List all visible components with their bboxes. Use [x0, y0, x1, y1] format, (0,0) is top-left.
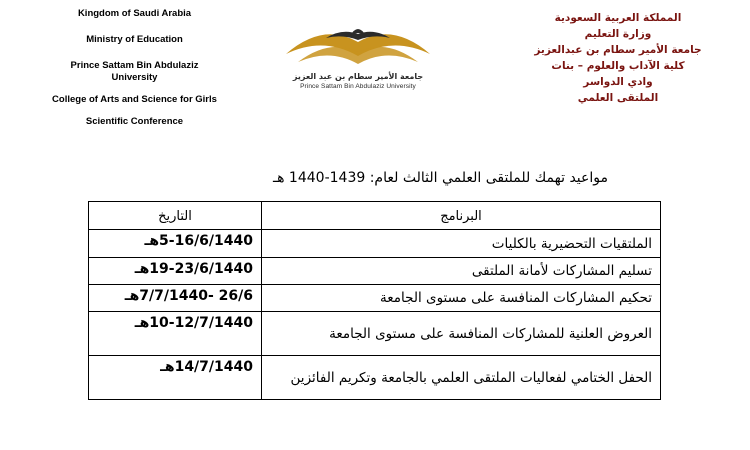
header-right-location: وادي الدواسر	[583, 76, 653, 88]
header-left-university-line1: Prince Sattam Bin Abdulaziz	[70, 60, 199, 71]
date-cell: 26/6 -7/7/1440هـ	[89, 285, 262, 312]
header-left-college: College of Arts and Science for Girls	[52, 94, 217, 105]
date-cell: 10-12/7/1440هـ	[89, 312, 262, 356]
header-left-kingdom: Kingdom of Saudi Arabia	[77, 8, 192, 19]
date-cell: 14/7/1440هـ	[89, 356, 262, 400]
schedule-title: مواعيد تهمك للملتقى العلمي الثالث لعام: 1439-1440 هـ	[272, 170, 608, 186]
program-cell: تسليم المشاركات لأمانة الملتقى	[262, 258, 661, 285]
logo-arabic-name: جامعة الأمير سطام بن عبد العزيز	[292, 72, 424, 81]
header-right	[518, 10, 718, 106]
column-header-program: البرنامج	[262, 202, 661, 230]
program-cell: الملتقيات التحضيرية بالكليات	[262, 230, 661, 258]
column-header-date: التاريخ	[89, 202, 262, 230]
header-right-kingdom: المملكة العربية السعودية	[554, 12, 682, 24]
book-emblem-icon	[278, 16, 438, 72]
table-row	[89, 258, 661, 285]
logo-english-name: Prince Sattam Bin Abdulaziz University	[300, 83, 416, 90]
date-cell: 19-23/6/1440هـ	[89, 258, 262, 285]
program-cell: تحكيم المشاركات المنافسة على مستوى الجامعة	[262, 285, 661, 312]
table-row	[89, 230, 661, 258]
date-cell: 5-16/6/1440هـ	[89, 230, 262, 258]
header-right-university: جامعة الأمير سطام بن عبدالعزيز	[534, 44, 702, 56]
header-right-ministry: وزارة التعليم	[584, 28, 652, 40]
table-row	[89, 312, 661, 356]
program-cell: العروض العلنية للمشاركات المنافسة على مستوى الجامعة	[262, 312, 661, 356]
header-right-college: كلية الآداب والعلوم – بنات	[551, 60, 685, 72]
program-cell: الحفل الختامي لفعاليات الملتقى العلمي بالجامعة وتكريم الفائزين	[262, 356, 661, 400]
header-left-ministry: Ministry of Education	[86, 34, 183, 45]
header-left-university-line2: University	[111, 72, 158, 83]
table-row	[89, 356, 661, 400]
header-left-university	[32, 60, 237, 84]
header-left-conference: Scientific Conference	[85, 116, 184, 127]
table-header-row	[89, 202, 661, 230]
header-right-conference: الملتقى العلمي	[577, 92, 659, 104]
university-logo	[278, 16, 438, 96]
schedule-table	[88, 201, 661, 400]
table-row	[89, 285, 661, 312]
